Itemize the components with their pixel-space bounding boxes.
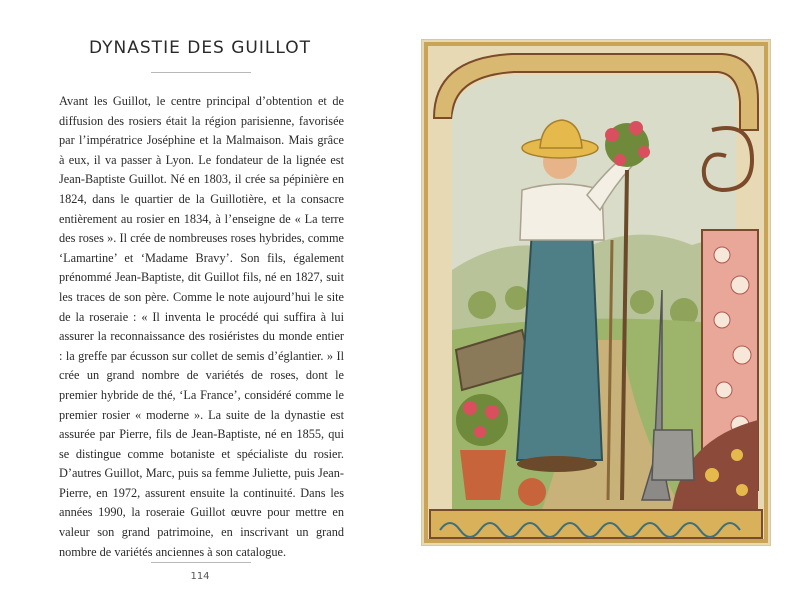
art-nouveau-illustration: [422, 40, 770, 545]
body-text: Avant les Guillot, le centre principal d’obtention et de diffusion des rosiers était la région parisienne, favorisée par l’impératrice Joséphine et la Malmaison. Mais grâce à eux, il va passer à Lyon. Le fondateur de la lignée est Jean-Baptiste Guillot. Né en 1803, il crée sa pépinière en 1824, dans le quartier de la Guillotière, et la consacre entièrement au rosier en 1834, à l’enseigne de « La terre des roses ». Il crée de nombreuses roses hybrides, comme ‘Lamartine’ et ‘Madame Bravy’. Son fils, également prénommé Jean-Baptiste, dit Guillot fils, né en 1827, suit les traces de son père. Comme le note aujourd’hui le site de la roseraie : « Il inventa le procédé qui suffira à lui assurer la reconnaissance des rosiéristes du monde entier : la greffe par écusson sur collet de semis d’églantier. » Il crée un grand nombre de variétés de roses, dont le premier hybride de thé, ‘La France’, considéré comme le premier rosier « moderne ». La suite de la dynastie est assurée par Pierre, fils de Jean-Baptiste, né en 1855, qui se distingue comme botaniste et spécialiste du rosier. D’autres Guillot, Marc, puis sa femme Juliette, puis Jean-Pierre, en 1972, assurent ensuite la continuité. Dans les années 1990, la roseraie Guillot œuvre pour mettre en valeur son grand patrimoine, en inscrivant un grand nombre de variétés anciennes à son catalogue.: [59, 94, 344, 559]
gardener-shoes: [517, 456, 597, 472]
title-divider: [151, 72, 251, 73]
gardener-apron: [517, 230, 602, 460]
footer-divider: [151, 562, 251, 563]
page-number: 114: [190, 571, 210, 582]
gardener-illustration-svg: [422, 40, 770, 545]
clay-pot: [518, 478, 546, 506]
watering-can: [652, 430, 694, 480]
page-title: DYNASTIE DES GUILLOT: [89, 38, 311, 58]
